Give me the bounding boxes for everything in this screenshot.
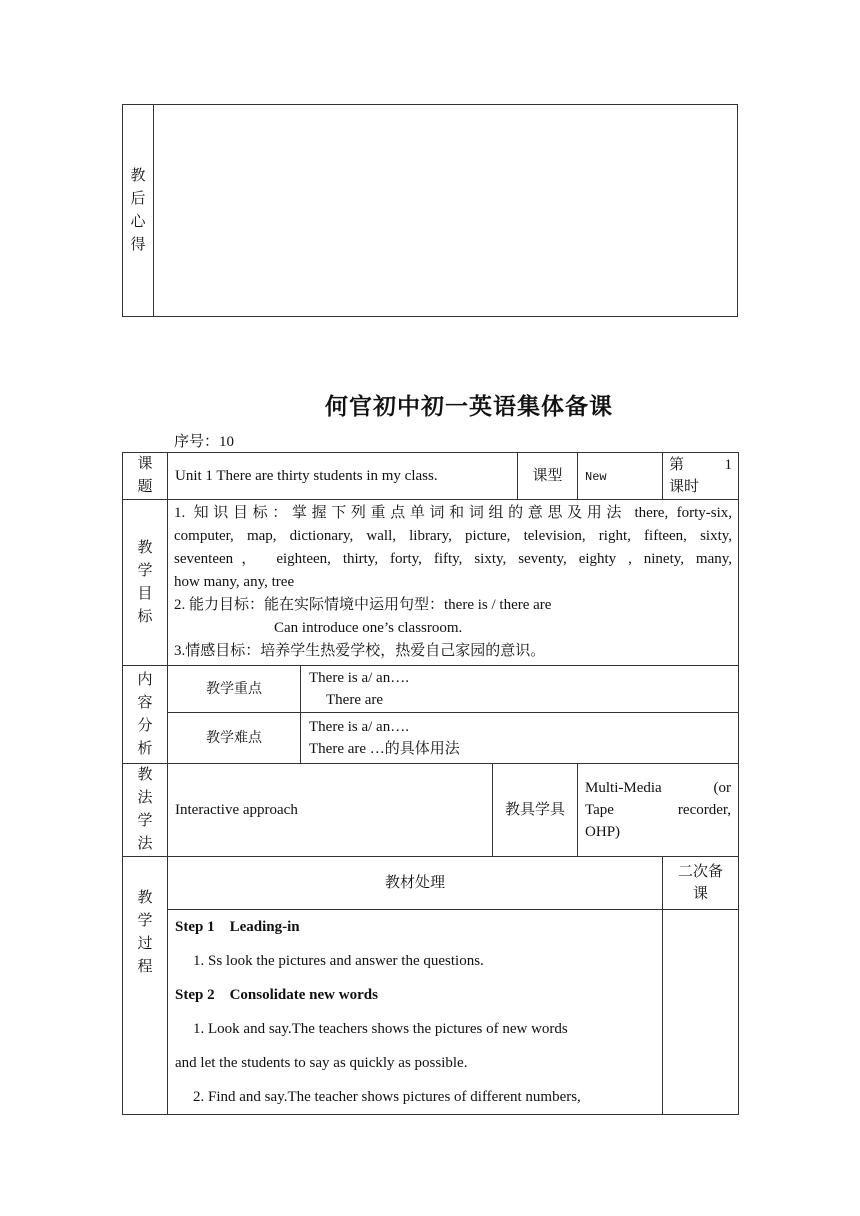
difficulty-line: There is a/ an…. xyxy=(309,719,409,735)
topic-label-cell xyxy=(123,453,168,500)
tools-text: (or xyxy=(713,780,732,796)
reflection-table xyxy=(122,104,738,317)
lesson-topic: Unit 1 There are thirty students in my class. xyxy=(175,468,438,484)
label-char: 目 xyxy=(137,585,153,602)
lesson-plan-table xyxy=(122,452,739,1115)
key-point-line: There is a/ an…. xyxy=(309,670,409,686)
objectives-cell xyxy=(168,500,739,666)
period-unit: 课时 xyxy=(669,479,700,495)
label-char: 心 xyxy=(130,213,146,230)
reflection-content-cell[interactable] xyxy=(154,105,738,317)
objectives-label-cell xyxy=(123,500,168,666)
content-label-cell xyxy=(123,666,168,764)
tools-label: 教具学具 xyxy=(505,802,566,818)
label-char: 得 xyxy=(130,236,146,253)
reflection-label-cell xyxy=(123,105,154,317)
material-header: 教材处理 xyxy=(385,875,446,891)
topic-cell xyxy=(168,453,518,500)
difficulties-label: 教学难点 xyxy=(206,730,262,746)
teaching-approach: Interactive approach xyxy=(175,802,298,818)
lesson-type-value: New xyxy=(585,469,607,484)
page-title: 何官初中初一英语集体备课 xyxy=(325,394,613,420)
tools-cell xyxy=(578,764,739,857)
objective-ability-line: Can introduce one’s classroom. xyxy=(274,620,463,636)
method-label-cell xyxy=(123,764,168,857)
key-points-cell xyxy=(301,666,739,713)
tools-label-cell xyxy=(493,764,578,857)
objective-emotion-line: 3.情感目标：培养学生热爱学校，热爱自己家园的意识。 xyxy=(174,643,546,659)
key-points-label-cell xyxy=(168,666,301,713)
step-item: 1. Ss look the pictures and answer the questions. xyxy=(193,953,484,969)
type-value-cell xyxy=(578,453,663,500)
label-char: 过 xyxy=(137,936,153,952)
second-prep-header-cell xyxy=(663,857,739,910)
label-char: 学 xyxy=(137,562,153,579)
type-label-cell xyxy=(518,453,578,500)
objective-words-line: seventeen， eighteen, thirty, forty, fifty, sixty, seventy, eighty , ninety, many, xyxy=(174,551,733,567)
tools-text: recorder, xyxy=(677,802,732,818)
difficulties-cell xyxy=(301,713,739,764)
step-title: Step 1 Leading-in xyxy=(175,919,300,935)
key-points-label: 教学重点 xyxy=(206,681,262,697)
lesson-type-label: 课型 xyxy=(532,468,563,484)
period-number: 1 xyxy=(724,457,733,473)
step-item: 2. Find and say.The teacher shows pictures of different numbers, xyxy=(193,1089,581,1105)
label-char: 法 xyxy=(137,836,153,852)
second-prep-cell[interactable] xyxy=(663,910,739,1115)
objective-words-line: how many, any, tree xyxy=(174,574,295,590)
period-cell xyxy=(663,453,739,500)
label-char: 教 xyxy=(137,767,153,783)
process-content-cell xyxy=(168,910,663,1115)
material-header-cell xyxy=(168,857,663,910)
difficulties-label-cell xyxy=(168,713,301,764)
label-char: 学 xyxy=(137,813,153,829)
objective-words-line: computer, map, dictionary, wall, library, picture, television, right, fifteen, sixty, xyxy=(174,528,733,544)
step-item: and let the students to say as quickly as possible. xyxy=(175,1055,468,1071)
objective-ability-line: 2. 能力目标：能在实际情境中运用句型：there is / there are xyxy=(174,597,552,613)
difficulty-line: There are …的具体用法 xyxy=(309,741,460,757)
label-char: 教 xyxy=(137,890,153,906)
label-char: 分 xyxy=(137,717,153,734)
period-prefix: 第 xyxy=(669,457,685,473)
label-char: 内 xyxy=(137,671,153,688)
tools-text: Tape xyxy=(585,802,614,818)
tools-text: OHP) xyxy=(585,824,621,840)
label-char: 析 xyxy=(137,740,153,757)
key-point-line: There are xyxy=(326,692,384,708)
step-item: 1. Look and say.The teachers shows the pictures of new words xyxy=(193,1021,568,1037)
label-char: 教 xyxy=(130,167,146,184)
label-char: 容 xyxy=(137,694,153,711)
approach-cell xyxy=(168,764,493,857)
label-char: 标 xyxy=(137,608,153,625)
label-char: 题 xyxy=(137,479,153,495)
objective-knowledge-line: 1. 知识目标：掌握下列重点单词和词组的意思及用法 there, forty-six, xyxy=(174,505,733,521)
serial-number: 序号：10 xyxy=(174,434,235,450)
label-char: 学 xyxy=(137,913,153,929)
label-char: 课 xyxy=(137,456,153,472)
label-char: 教 xyxy=(137,539,153,556)
process-label-cell xyxy=(123,857,168,1115)
second-prep-header: 二次备 xyxy=(678,864,724,880)
second-prep-header: 课 xyxy=(693,886,709,902)
label-char: 后 xyxy=(130,190,146,207)
label-char: 程 xyxy=(137,959,153,975)
label-char: 法 xyxy=(137,790,153,806)
step-title: Step 2 Consolidate new words xyxy=(175,987,378,1003)
tools-text: Multi-Media xyxy=(585,780,662,796)
